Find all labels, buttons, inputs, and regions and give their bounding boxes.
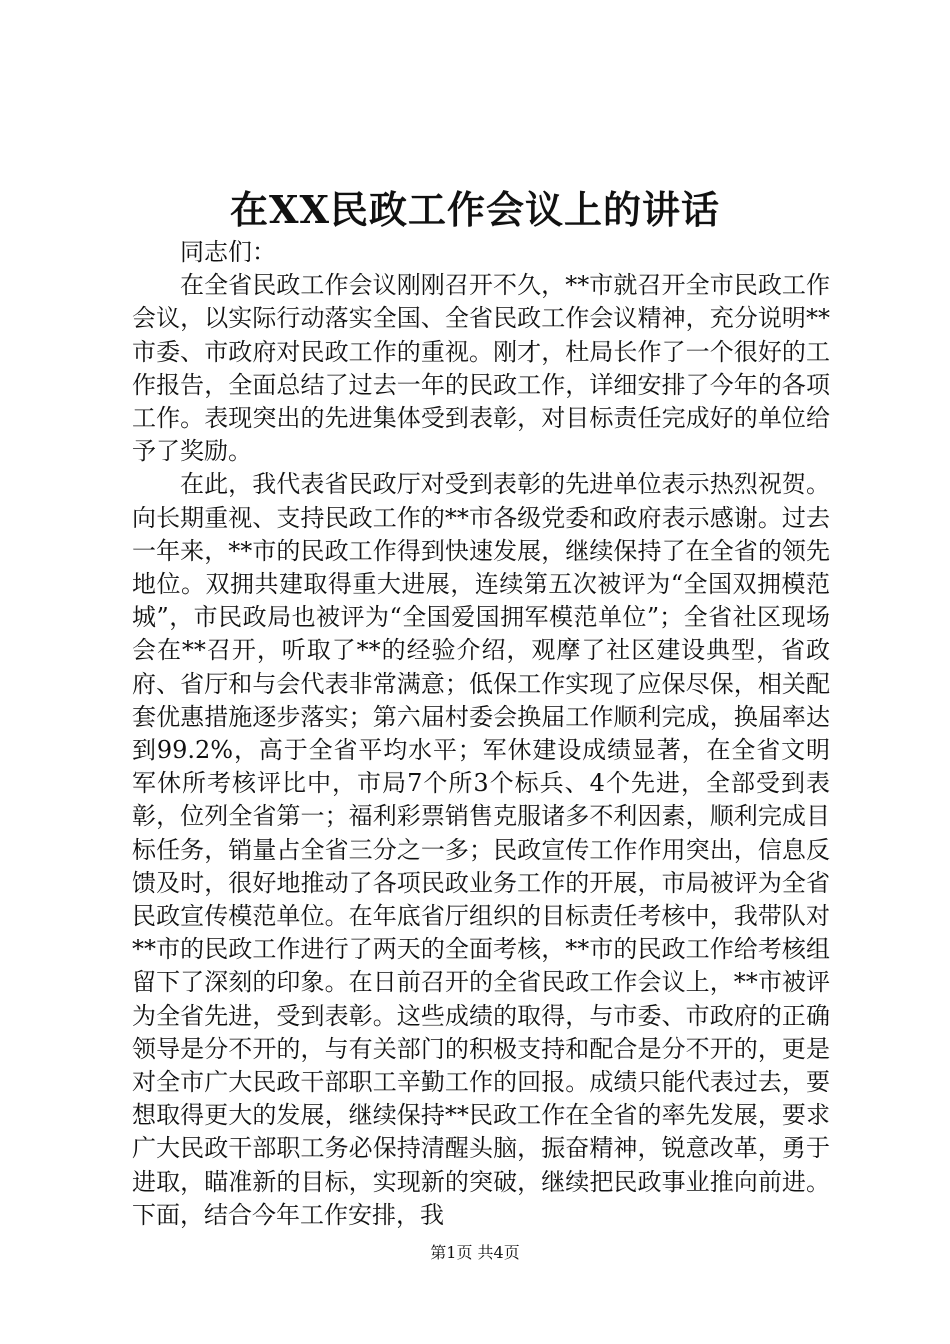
document-title: 在XX民政工作会议上的讲话 (230, 187, 720, 232)
body-paragraph: 在此，我代表省民政厅对受到表彰的先进单位表示热烈祝贺。向长期重视、支持民政工作的**市各级党委和政府表示感谢。过去一年来，**市的民政工作得到快速发展，继续保持了在全省的领先地位。双拥共建取得重大进展，连续第五次被评为“全国双拥模范城”，市民政局也被评为“全国爱国拥军模范单位”；全省社区现场会在**召开，听取了**的经验介绍，观摩了社区建设典型，省政府、省厅和与会代表非常满意；低保工作实现了应保尽保，相关配套优惠措施逐步落实；第六届村委会换届工作顺利完成，换届率达到99.2%，高于全省平均水平；军休建设成绩显著，在全省文明军休所考核评比中，市局7个所3个标兵、4个先进，全部受到表彰，位列全省第一；福利彩票销售克服诸多不利因素，顺利完成目标任务，销量占全省三分之一多；民政宣传工作作用突出，信息反馈及时，很好地推动了各项民政业务工作的开展，市局被评为全省民政宣传模范单位。在年底省厅组织的目标责任考核中，我带队对**市的民政工作进行了两天的全面考核，**市的民政工作给考核组留下了深刻的印象。在日前召开的全省民政工作会议上，**市被评为全省先进，受到表彰。这些成绩的取得，与市委、市政府的正确领导是分不开的，与有关部门的积极支持和配合是分不开的，更是对全市广大民政干部职工辛勤工作的回报。成绩只能代表过去，要想取得更大的发展，继续保持**民政工作在全省的率先发展，要求广大民政干部职工务必保持清醒头脑，振奋精神，锐意改革，勇于进取，瞄准新的目标，实现新的突破，继续把民政事业推向前进。下面，结合今年工作安排，我 (132, 470, 830, 1229)
document-body (132, 236, 830, 1232)
salutation-paragraph: 同志们： (180, 238, 276, 266)
body-paragraph: 在全省民政工作会议刚刚召开不久，**市就召开全市民政工作会议，以实际行动落实全国、全省民政工作会议精神，充分说明**市委、市政府对民政工作的重视。刚才，杜局长作了一个很好的工作报告，全面总结了过去一年的民政工作，详细安排了今年的各项工作。表现突出的先进集体受到表彰，对目标责任完成好的单位给予了奖励。 (132, 271, 830, 466)
page-number-footer: 第1页 共4页 (430, 1243, 520, 1262)
